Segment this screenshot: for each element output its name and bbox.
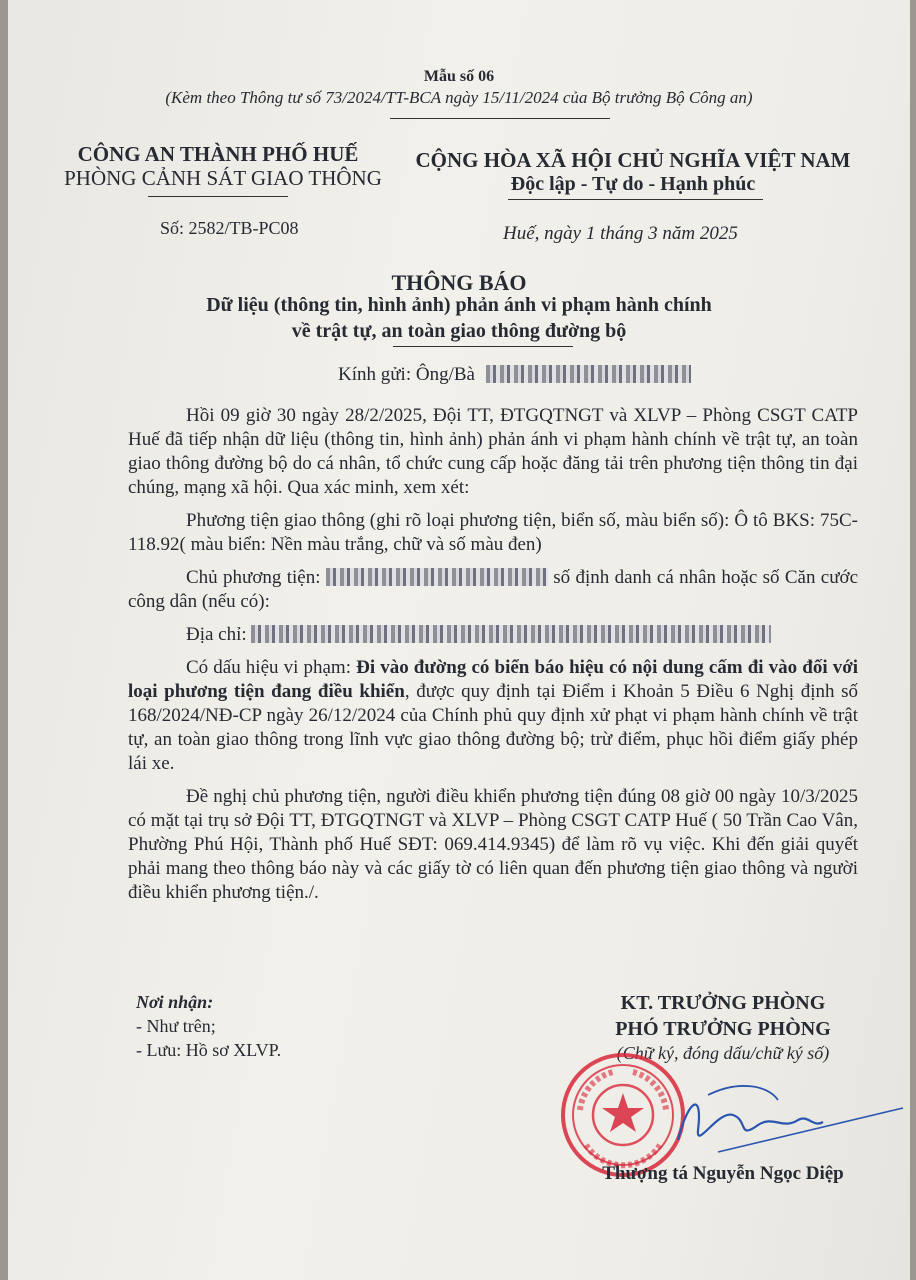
agency-name: CÔNG AN THÀNH PHỐ HUẾ — [77, 142, 359, 166]
paragraph-intake: Hồi 09 giờ 30 ngày 28/2/2025, Đội TT, ĐTGQTNGT và XLVP – Phòng CSGT CATP Huế đã tiếp nhận dữ liệu (thông tin, hình ảnh) phản ánh vi phạm hành chính về trật tự, an toàn giao thông đường bộ do cá nhân, tổ chức cung cấp hoặc đăng tải trên phương tiện thông tin đại chúng, mạng xã hội. Qua xác minh, xem xét: — [128, 405, 858, 498]
redacted-recipient-name — [486, 365, 691, 383]
document-page — [8, 0, 910, 1280]
recipient-line — [338, 364, 691, 386]
paragraph-summons: Đề nghị chủ phương tiện, người điều khiển phương tiện đúng 08 giờ 00 ngày 10/3/2025 có mặt tại trụ sở Đội TT, ĐTGQTNGT và XLVP – Phòng CSGT CATP Huế ( 50 Trần Cao Vân, Phường Phú Hội, Thành phố Huế SĐT: 069.414.9345) để làm rõ vụ việc. Khi đến giải quyết phải mang theo thông báo này và các giấy tờ có liên quan đến phương tiện giao thông và người điều khiển phương tiện./. — [128, 786, 858, 903]
paragraph-owner — [128, 566, 858, 614]
redacted-owner-name — [326, 568, 548, 586]
department-name: PHÒNG CẢNH SÁT GIAO THÔNG — [64, 166, 382, 190]
document-subtitle-line2: về trật tự, an toàn giao thông đường bộ — [291, 320, 627, 342]
title-underline — [393, 346, 573, 347]
document-body — [128, 404, 858, 914]
motto-underline — [508, 199, 763, 200]
document-title: THÔNG BÁO — [391, 270, 527, 295]
form-number: Mẫu số 06 — [423, 68, 495, 85]
owner-id-note: số định danh cá nhân hoặc số Căn cước công dân (nếu có): — [128, 567, 859, 612]
violation-description: Đi vào đường có biển báo hiệu có nội dung cấm đi vào đối với loại phương tiện đang điều khiển — [128, 657, 859, 702]
document-subtitle-line1: Dữ liệu (thông tin, hình ảnh) phản ánh vi phạm hành chính — [206, 294, 712, 316]
signer-name: Thượng tá Nguyễn Ngọc Diệp — [602, 1163, 844, 1184]
signature-title-1: KT. TRƯỞNG PHÒNG — [620, 992, 826, 1014]
national-motto: Độc lập - Tự do - Hạnh phúc — [510, 173, 756, 195]
agency-underline — [148, 196, 288, 197]
recipient-item: - Như trên; — [136, 1016, 216, 1036]
signature-title-2: PHÓ TRƯỞNG PHÒNG — [615, 1018, 831, 1040]
paragraph-violation — [128, 656, 858, 776]
violation-label: Có dấu hiệu vi phạm: — [186, 657, 351, 678]
owner-label: Chủ phương tiện: — [186, 567, 321, 588]
recipients-heading: Nơi nhận: — [136, 992, 214, 1012]
redacted-address — [251, 625, 771, 643]
handwritten-signature — [648, 1070, 908, 1170]
document-number: Số: 2582/TB-PC08 — [160, 218, 299, 238]
address-label: Địa chỉ: — [186, 624, 247, 645]
violation-legal-basis: , được quy định tại Điểm i Khoản 5 Điều 6 Nghị định số 168/2024/NĐ-CP ngày 26/12/2024 của Chính phủ quy định xử phạt vi phạm hành chính về trật tự, an toàn giao thông trong lĩnh vực giao thông đường bộ; trừ điểm, phục hồi điểm giấy phép lái xe. — [128, 681, 858, 774]
attachment-note: (Kèm theo Thông tư số 73/2024/TT-BCA ngày 15/11/2024 của Bộ trưởng Bộ Công an) — [165, 88, 753, 107]
signature-note: (Chữ ký, đóng dấu/chữ ký số) — [616, 1043, 830, 1063]
recipients-block — [136, 990, 281, 1062]
paragraph-vehicle: Phương tiện giao thông (ghi rõ loại phương tiện, biển số, màu biển số): Ô tô BKS: 75C-118.92( màu biển: Nền màu trắng, chữ và số màu đen) — [128, 510, 858, 555]
paragraph-address — [128, 623, 858, 647]
recipient-item: - Lưu: Hồ sơ XLVP. — [136, 1040, 282, 1060]
nation-name: CỘNG HÒA XÃ HỘI CHỦ NGHĨA VIỆT NAM — [415, 148, 851, 172]
place-date: Huế, ngày 1 tháng 3 năm 2025 — [503, 223, 738, 244]
header-divider — [390, 118, 610, 119]
recipient-label: Kính gửi: Ông/Bà — [338, 364, 475, 385]
